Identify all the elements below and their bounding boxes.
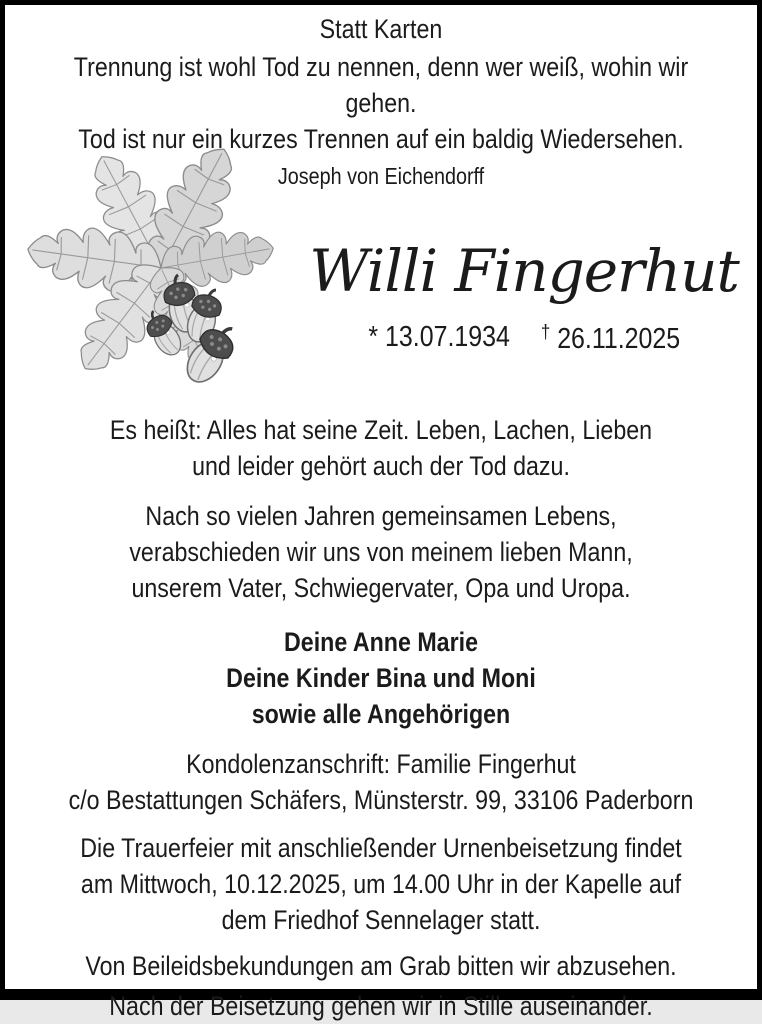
- deceased-block: [299, 190, 749, 402]
- saying-line: Es heißt: Alles hat seine Zeit. Leben, Lachen, Lieben: [109, 415, 653, 445]
- death-date-value: 26.11.2025: [556, 322, 680, 355]
- saying-paragraph: [65, 412, 698, 484]
- oak-leaves-icon: [13, 164, 299, 404]
- saying-line: und leider gehört auch der Tod dazu.: [192, 451, 570, 481]
- quote-line: Trennung ist wohl Tod zu nennen, denn wer weiß, wohin wir gehen.: [73, 52, 689, 118]
- deceased-name: Willi Fingerhut: [309, 236, 739, 305]
- condolence-address: [65, 746, 698, 818]
- funeral-line: Die Trauerfeier mit anschließender Urnenbeisetzung findet: [80, 833, 682, 863]
- closing-note: [65, 988, 698, 1024]
- mourner-line: Deine Kinder Bina und Moni: [226, 663, 536, 693]
- quote-author: Joseph von Eichendorff: [277, 163, 485, 189]
- life-dates: [368, 321, 680, 356]
- death-cross-symbol: †: [540, 320, 550, 343]
- farewell-line: Nach so vielen Jahren gemeinsamen Lebens,: [145, 501, 617, 531]
- birth-date-value: 13.07.1934: [384, 320, 510, 353]
- funeral-info: [65, 830, 698, 938]
- no-condolences-note: [65, 948, 698, 984]
- farewell-line: verabschieden wir uns von meinem lieben Mann,: [129, 537, 633, 567]
- no-condolences-line: Von Beileidsbekundungen am Grab bitten wir abzusehen.: [85, 951, 677, 981]
- quote-block: [65, 49, 698, 157]
- birth-symbol: *: [368, 320, 378, 353]
- farewell-paragraph: [65, 498, 698, 606]
- notice-header: Statt Karten: [319, 14, 443, 44]
- hero-row: [13, 190, 749, 402]
- closing-line: Nach der Beisetzung gehen wir in Stille auseinander.: [109, 991, 653, 1021]
- mourner-line: sowie alle Angehörigen: [251, 699, 511, 729]
- condolence-line: Kondolenzanschrift: Familie Fingerhut: [186, 749, 576, 779]
- oak-leaves-acorns-illustration: [13, 164, 299, 376]
- mourner-line: Deine Anne Marie: [284, 627, 478, 657]
- funeral-line: dem Friedhof Sennelager statt.: [221, 905, 541, 935]
- farewell-line: unserem Vater, Schwiegervater, Opa und Uropa.: [131, 573, 631, 603]
- funeral-line: am Mittwoch, 10.12.2025, um 14.00 Uhr in der Kapelle auf: [80, 869, 682, 899]
- death-date: [541, 321, 680, 356]
- condolence-line: c/o Bestattungen Schäfers, Münsterstr. 99, 33106 Paderborn: [68, 785, 694, 815]
- birth-date: [368, 321, 509, 356]
- mourners-block: [65, 624, 698, 732]
- quote-line: Tod ist nur ein kurzes Trennen auf ein baldig Wiedersehen.: [78, 124, 684, 154]
